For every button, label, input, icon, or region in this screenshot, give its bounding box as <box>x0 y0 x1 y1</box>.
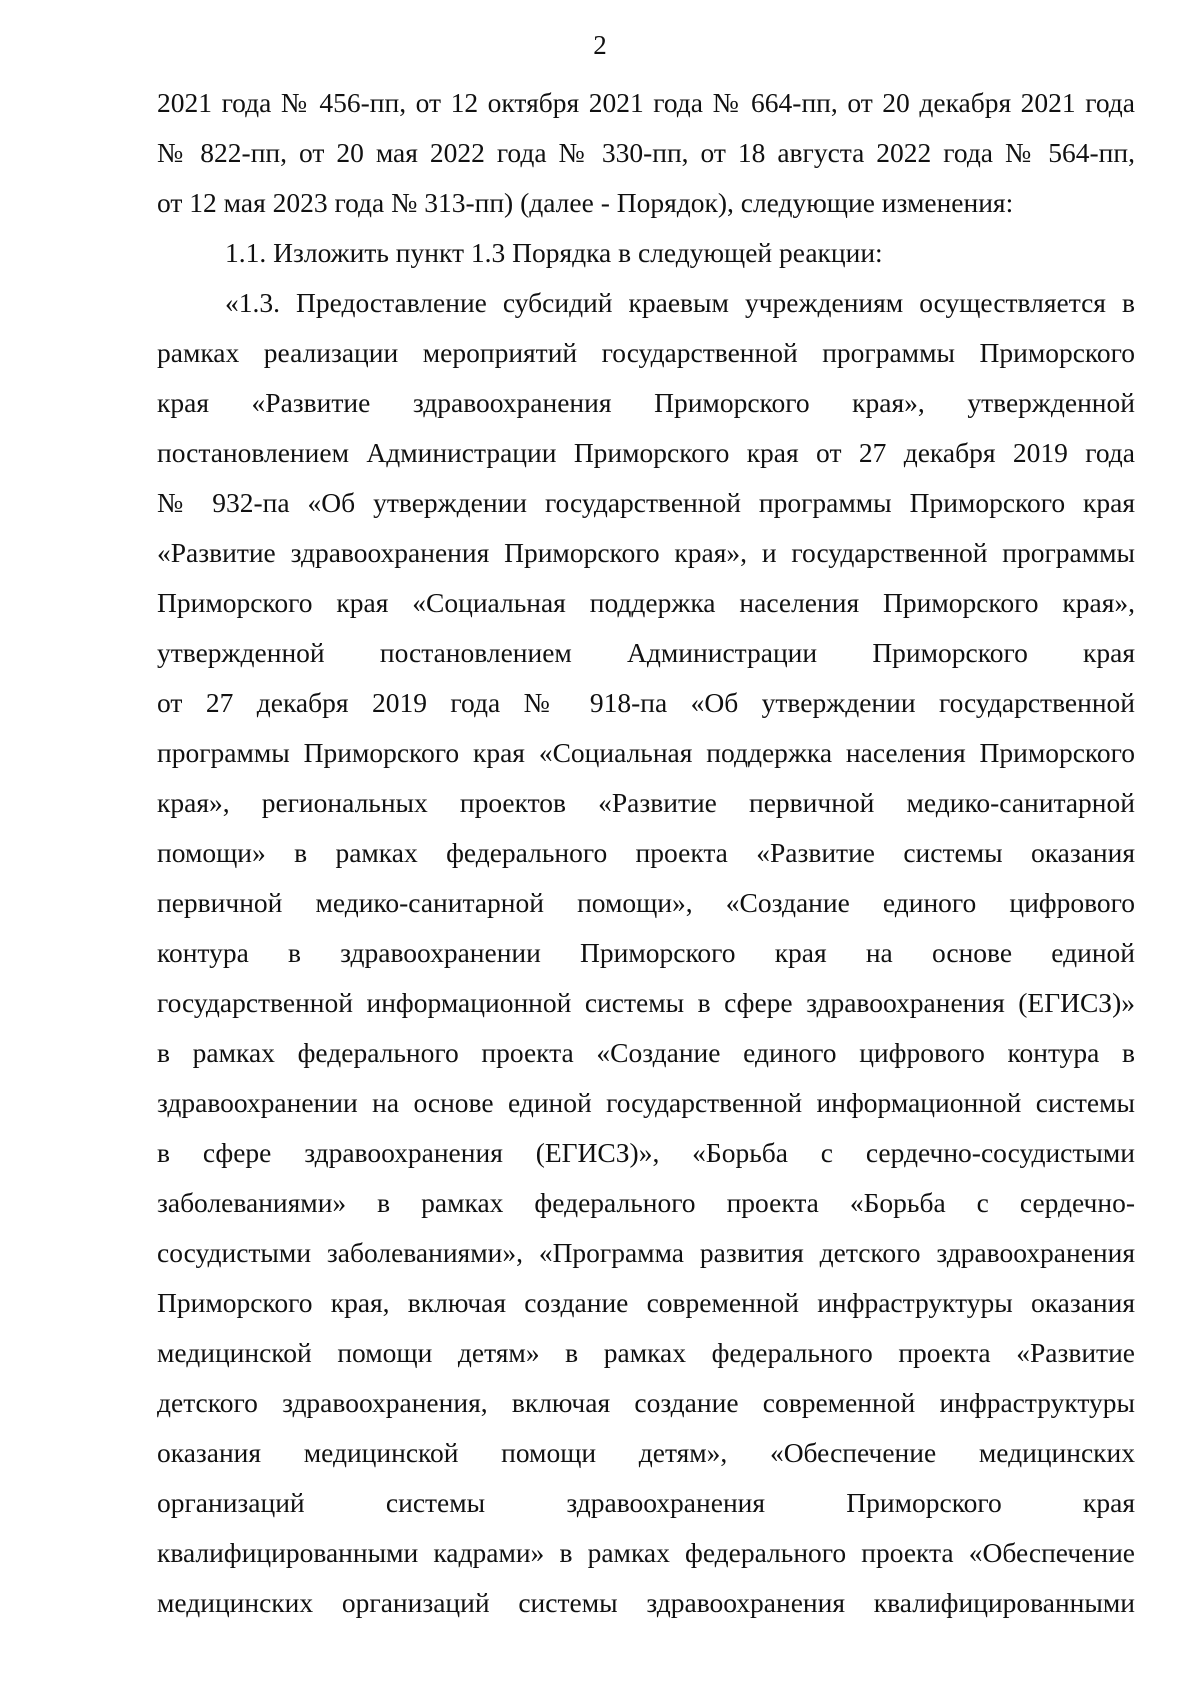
text-line: № 822-пп, от 20 мая 2022 года № 330-пп, от 18 августа 2022 года № 564-пп, <box>157 137 1135 168</box>
page-number: 2 <box>593 30 607 60</box>
text-line: помощи» в рамках федерального проекта «Развитие системы оказания <box>157 837 1135 868</box>
text-line: «1.3. Предоставление субсидий краевым учреждениям осуществляется в <box>225 287 1135 318</box>
text-line: детского здравоохранения, включая создание современной инфраструктуры <box>157 1387 1135 1418</box>
text-line: в сфере здравоохранения (ЕГИСЗ)», «Борьба с сердечно-сосудистыми <box>157 1137 1135 1168</box>
text-line: программы Приморского края «Социальная поддержка населения Приморского <box>157 737 1135 768</box>
text-line: 2021 года № 456-пп, от 12 октября 2021 года № 664-пп, от 20 декабря 2021 года <box>157 87 1135 118</box>
text-line: 1.1. Изложить пункт 1.3 Порядка в следующей реакции: <box>225 237 883 268</box>
text-line: первичной медико-санитарной помощи», «Создание единого цифрового <box>157 887 1135 918</box>
document-body <box>157 78 1135 1628</box>
text-line: Приморского края «Социальная поддержка населения Приморского края», <box>157 587 1135 618</box>
text-line: здравоохранении на основе единой государственной информационной системы <box>157 1087 1135 1118</box>
text-line: рамках реализации мероприятий государственной программы Приморского <box>157 337 1135 368</box>
text-line: организаций системы здравоохранения Приморского края <box>157 1487 1135 1518</box>
text-line: оказания медицинской помощи детям», «Обеспечение медицинских <box>157 1437 1135 1468</box>
text-line: в рамках федерального проекта «Создание единого цифрового контура в <box>157 1037 1135 1068</box>
text-line: края», региональных проектов «Развитие первичной медико-санитарной <box>157 787 1135 818</box>
text-line: от 12 мая 2023 года № 313-пп) (далее - Порядок), следующие изменения: <box>157 187 1014 218</box>
text-line: заболеваниями» в рамках федерального проекта «Борьба с сердечно- <box>157 1187 1135 1218</box>
text-line: квалифицированными кадрами» в рамках федерального проекта «Обеспечение <box>157 1537 1135 1568</box>
text-line: сосудистыми заболеваниями», «Программа развития детского здравоохранения <box>157 1237 1135 1268</box>
text-line: постановлением Администрации Приморского края от 27 декабря 2019 года <box>157 437 1135 468</box>
text-line: края «Развитие здравоохранения Приморского края», утвержденной <box>157 387 1135 418</box>
text-line: медицинских организаций системы здравоохранения квалифицированными <box>157 1587 1135 1618</box>
text-line: государственной информационной системы в сфере здравоохранения (ЕГИСЗ)» <box>157 987 1135 1018</box>
text-line: утвержденной постановлением Администрации Приморского края <box>157 637 1135 668</box>
text-line: от 27 декабря 2019 года № 918-па «Об утверждении государственной <box>157 687 1135 718</box>
text-line: контура в здравоохранении Приморского края на основе единой <box>157 937 1135 968</box>
text-line: «Развитие здравоохранения Приморского края», и государственной программы <box>157 537 1135 568</box>
text-line: Приморского края, включая создание современной инфраструктуры оказания <box>157 1287 1135 1318</box>
text-line: № 932-па «Об утверждении государственной программы Приморского края <box>157 487 1135 518</box>
text-line: медицинской помощи детям» в рамках федерального проекта «Развитие <box>157 1337 1135 1368</box>
